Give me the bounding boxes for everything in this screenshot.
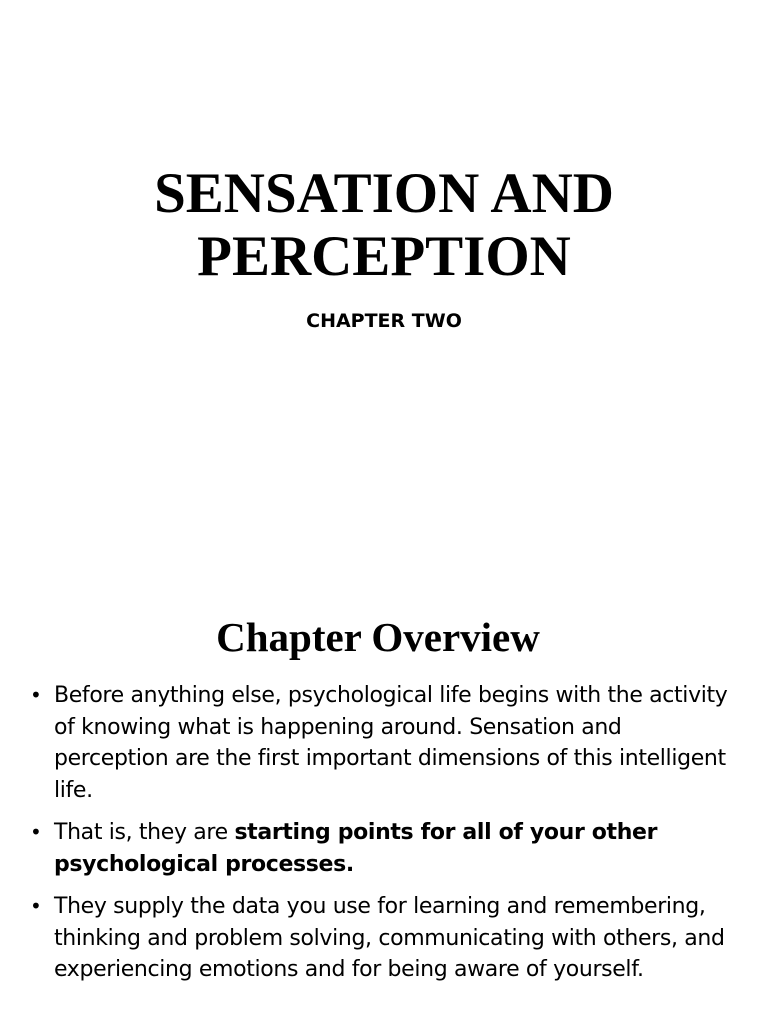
overview-slide: [0, 576, 768, 1024]
slide-title: [0, 162, 768, 288]
bullet-text: They supply the data you use for learning and remembering, thinking and problem solving, communicating with others, and experiencing emotions and for being aware of yourself.: [54, 894, 725, 982]
bullet-item-1: [30, 680, 742, 806]
slide-subtitle: CHAPTER TWO: [306, 310, 462, 332]
slide-title-line-1: SENSATION AND: [154, 162, 614, 225]
bullet-icon: •: [30, 820, 42, 844]
bullet-icon: •: [30, 894, 42, 918]
bullet-icon: •: [30, 683, 42, 707]
bullet-text-plain: That is, they are: [54, 820, 235, 845]
bullet-item-2: [30, 817, 742, 880]
bullet-list: [30, 680, 742, 997]
overview-title: Chapter Overview: [216, 614, 540, 660]
slide-title-line-2: PERCEPTION: [197, 225, 571, 288]
bullet-text-bold: starting points for all of your other psychological processes.: [54, 820, 658, 877]
bullet-text: Before anything else, psychological life begins with the activity of knowing what is happening around. Sensation and perception are the first important dimensions of this intelligent life.: [54, 683, 728, 803]
bullet-item-3: [30, 891, 742, 986]
